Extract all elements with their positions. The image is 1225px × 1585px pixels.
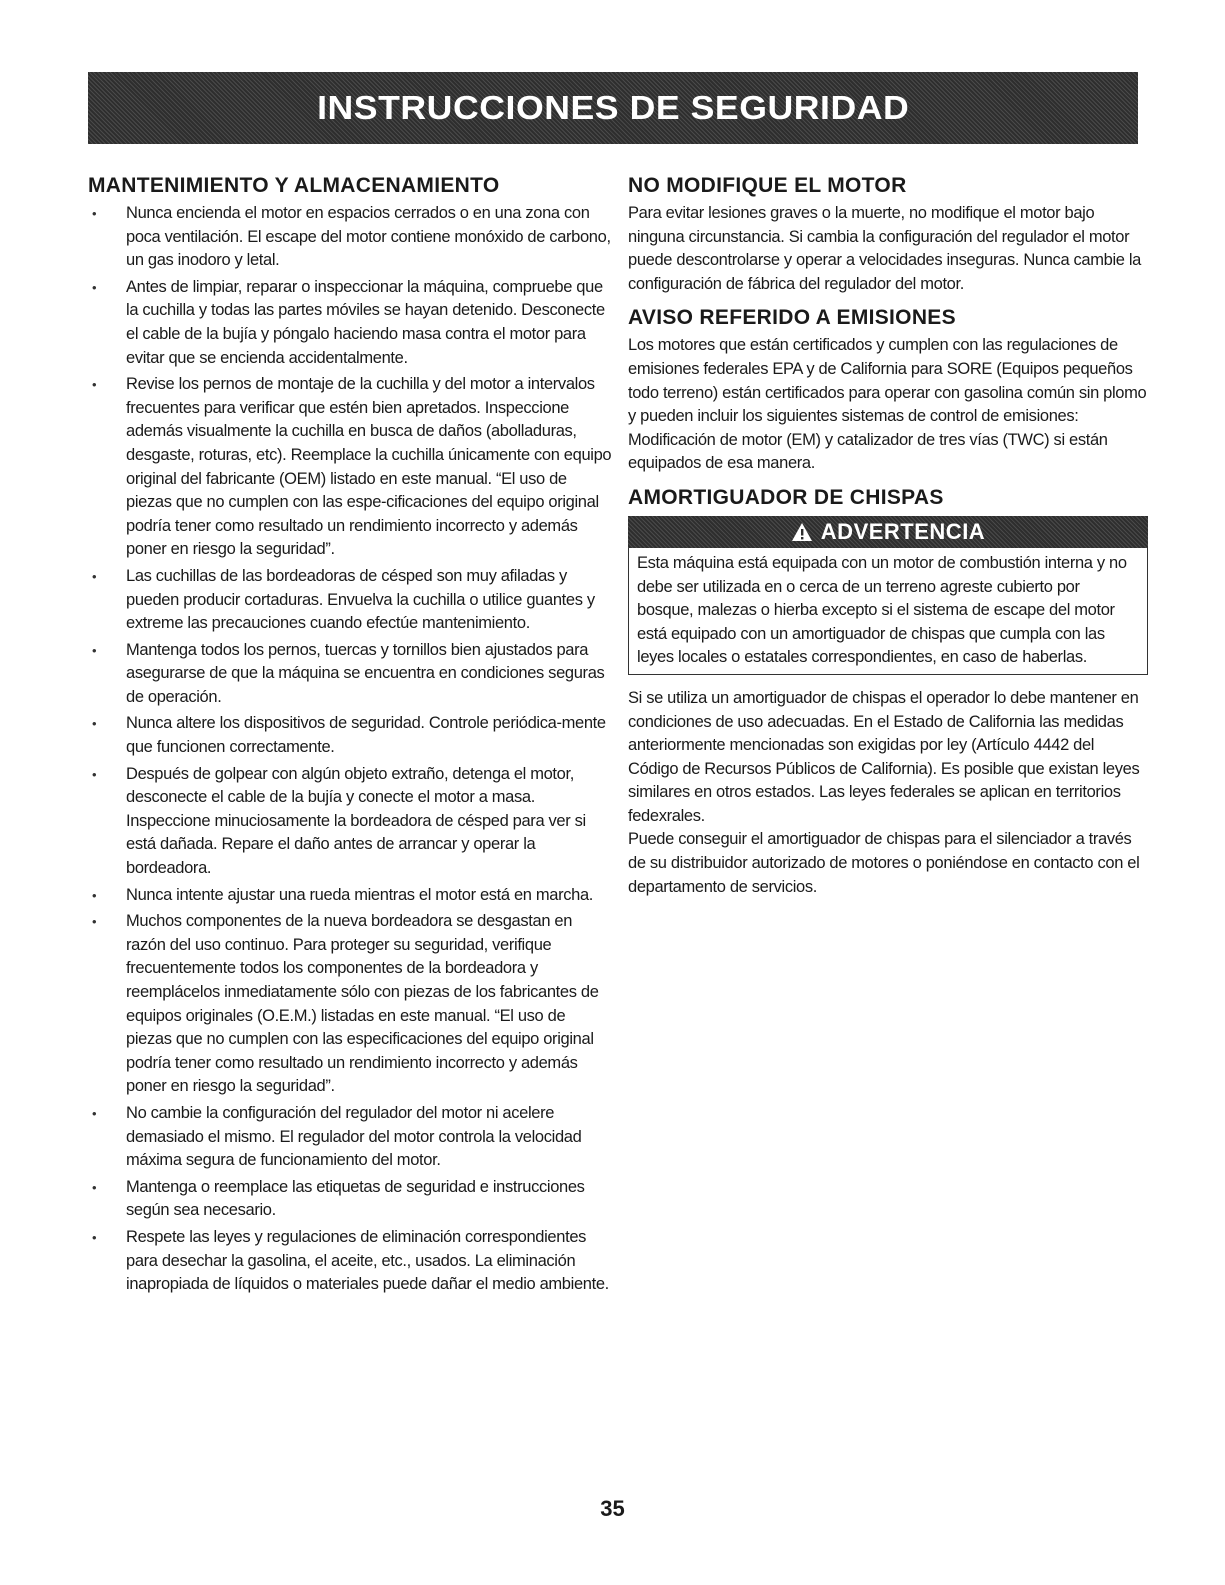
header-banner [88,72,1138,144]
page-title: INSTRUCCIONES DE SEGURIDAD [316,89,910,126]
section-heading-maintenance: MANTENIMIENTO Y ALMACENAMIENTO [88,174,500,197]
section-heading-engine: NO MODIFIQUE EL MOTOR [628,174,907,197]
list-item: • Antes de limpiar, reparar o inspeccionar la máquina, compruebe que la cuchilla y todas las partes móviles se hayan detenido. Desconecte el cable de la bujía y póngalo haciendo masa contra el motor para evitar que se encienda accidentalmente. [88,276,613,370]
warning-triangle-icon [791,522,813,542]
left-column [88,174,613,1300]
section-heading-spark-arrester: AMORTIGUADOR DE CHISPAS [628,485,944,509]
page-number: 35 [600,1496,625,1521]
list-item: • Respete las leyes y regulaciones de eliminación correspondientes para desechar la gasolina, el aceite, etc., usados. La eliminación inapropiada de líquidos o materiales puede dañar el medio ambiente. [88,1226,613,1297]
section-heading-emissions: AVISO REFERIDO A EMISIONES [628,306,956,330]
maintenance-list [88,202,613,1297]
list-item: • Nunca intente ajustar una rueda mientras el motor está en marcha. [88,884,613,908]
list-item: • No cambie la configuración del regulador del motor ni acelere demasiado el mismo. El regulador del motor controla la velocidad máxima segura de funcionamiento del motor. [88,1102,613,1173]
list-item: • Mantenga o reemplace las etiquetas de seguridad e instrucciones según sea necesario. [88,1176,613,1223]
list-item: • Nunca encienda el motor en espacios cerrados o en una zona con poca ventilación. El escape del motor contiene monóxido de carbono, un gas inodoro y letal. [88,202,613,273]
list-item: • Mantenga todos los pernos, tuercas y tornillos bien ajustados para asegurarse de que la máquina se encuentra en condiciones seguras de operación. [88,639,613,710]
right-column [628,174,1148,909]
engine-paragraph: Para evitar lesiones graves o la muerte, no modifique el motor bajo ninguna circunstancia. Si cambia la configuración del regulador el motor puede descontrolarse y operar a velocidades inseguras. Nunca cambie la configuración de fábrica del regulador del motor. [628,204,1141,293]
list-item: • Nunca altere los dispositivos de seguridad. Controle periódica-mente que funcionen correctamente. [88,712,613,759]
spark-arrester-paragraph-1: Si se utiliza un amortiguador de chispas el operador lo debe mantener en condiciones de uso adecuadas. En el Estado de California las medidas anteriormente mencionadas son exigidas por ley (Artículo 4442 del Código de Recursos Públicos de California). Es posible que existan leyes similares en otros estados. Las leyes federales se aplican en territorios fedexrales. [628,688,1140,825]
warning-text: Esta máquina está equipada con un motor de combustión interna y no debe ser utilizada en o cerca de un terreno agreste cubierto por bosque, malezas o hierba excepto si el sistema de escape del motor está equipado con un amortiguador de chispas que cumpla con las leyes locales o estatales correspondientes, en caso de haberlas. [637,553,1127,667]
warning-banner [628,516,1148,548]
list-item: • Después de golpear con algún objeto extraño, detenga el motor, desconecte el cable de la bujía y conecte el motor a masa. Inspeccione minuciosamente la bordeadora de césped para ver si está dañada. Repare el daño antes de arrancar y operar la bordeadora. [88,763,613,881]
spark-arrester-paragraph-2: Puede conseguir el amortiguador de chispas para el silenciador a través de su distribuidor autorizado de motores o poniéndose en contacto con el departamento de servicios. [628,830,1140,896]
list-item: • Muchos componentes de la nueva bordeadora se desgastan en razón del uso continuo. Para proteger su seguridad, verifique frecuentemente todos los componentes de la bordeadora y reemplácelos inmediatamente sólo con piezas de los fabricantes de equipos originales (O.E.M.) listadas en este manual. “El uso de piezas que no cumplen con las especificaciones del equipo original podría tener como resultado un rendimiento incorrecto y además poner en riesgo la seguridad”. [88,910,613,1099]
warning-title: ADVERTENCIA [820,518,986,544]
list-item: • Las cuchillas de las bordeadoras de césped son muy afiladas y pueden producir cortaduras. Envuelva la cuchilla o utilice guantes y extreme las precauciones cuando efectúe mantenimiento. [88,565,613,636]
emissions-paragraph: Los motores que están certificados y cumplen con las regulaciones de emisiones federales EPA y de California para SORE (Equipos pequeños todo terreno) están certificados para operar con gasolina común sin plomo y pueden incluir los siguientes sistemas de control de emisiones: Modificación de motor (EM) y catalizador de tres vías (TWC) si están equipados de esa manera. [628,336,1147,473]
warning-box [628,548,1148,675]
list-item: • Revise los pernos de montaje de la cuchilla y del motor a intervalos frecuentes para verificar que estén bien apretados. Inspeccione además visualmente la cuchilla en busca de daños (abolladuras, desgaste, roturas, etc). Reemplace la cuchilla únicamente con equipo original del fabricante (OEM) listado en este manual. “El uso de piezas que no cumplen con las espe-cificaciones del equipo original podría tener como resultado un rendimiento incorrecto y además poner en riesgo la seguridad”. [88,373,613,562]
